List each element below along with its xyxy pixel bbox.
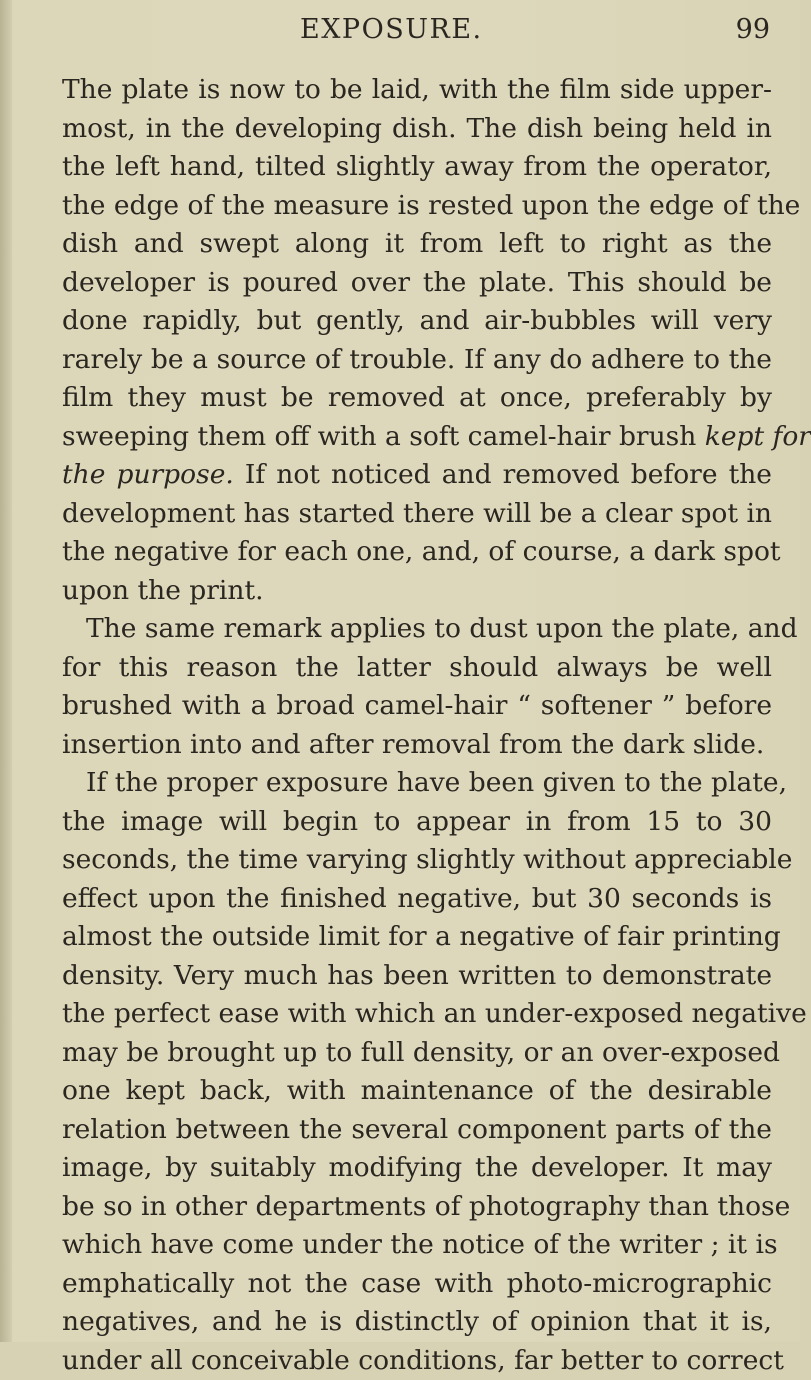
text-segment: image, by suitably modifying the developer. It may (62, 1152, 772, 1183)
text-segment: If the proper exposure have been given to the plate, (86, 767, 787, 798)
text-line (62, 764, 772, 803)
text-line (62, 649, 772, 688)
text-segment: seconds, the time varying slightly without appreciable (62, 844, 792, 875)
paragraph (62, 71, 772, 610)
body-text (62, 71, 772, 1380)
text-line (62, 995, 772, 1034)
running-head (0, 14, 800, 54)
text-line (62, 187, 772, 226)
text-segment: the negative for each one, and, of course, a dark spot (62, 536, 781, 567)
text-line (62, 1188, 772, 1227)
text-segment: negatives, and he is distinctly of opinion that it is, (62, 1306, 772, 1337)
text-segment: the image will begin to appear in from 15 to 30 (62, 806, 772, 837)
text-segment: one kept back, with maintenance of the desirable (62, 1075, 772, 1106)
text-segment: effect upon the finished negative, but 30 seconds is (62, 883, 772, 914)
text-line (62, 1226, 772, 1265)
paragraph (62, 610, 772, 764)
text-line (62, 1034, 772, 1073)
text-segment: emphatically not the case with photo-micrographic (62, 1268, 772, 1299)
text-segment: dish and swept along it from left to right as the (62, 228, 772, 259)
text-segment: developer is poured over the plate. This should be (62, 267, 772, 298)
text-line (62, 495, 772, 534)
text-segment: done rapidly, but gently, and air-bubbles will very (62, 305, 772, 336)
text-segment: may be brought up to full density, or an over-exposed (62, 1037, 780, 1068)
text-segment: the edge of the measure is rested upon the edge of the (62, 190, 800, 221)
text-line (62, 1265, 772, 1304)
text-line (62, 1072, 772, 1111)
text-line (62, 148, 772, 187)
text-segment: which have come under the notice of the writer ; it is (62, 1229, 778, 1260)
text-line (62, 957, 772, 996)
page-gutter-shadow (0, 0, 12, 1342)
text-line (62, 1149, 772, 1188)
text-segment: brushed with a broad camel-hair “ softener ” before (62, 690, 772, 721)
text-segment: the left hand, tilted slightly away from the operator, (62, 151, 772, 182)
text-segment: most, in the developing dish. The dish being held in (62, 113, 772, 144)
text-line (62, 841, 772, 880)
text-line (62, 264, 772, 303)
text-line (62, 1111, 772, 1150)
text-line (62, 1342, 772, 1380)
text-line (62, 803, 772, 842)
text-line (62, 726, 772, 765)
text-segment: almost the outside limit for a negative of fair printing (62, 921, 781, 952)
text-line (62, 1303, 772, 1342)
chapter-title: EXPOSURE. (300, 14, 483, 45)
text-segment: the perfect ease with which an under-exposed negative (62, 998, 807, 1029)
text-segment: for this reason the latter should always be well (62, 652, 772, 683)
italic-text: kept for (705, 421, 811, 452)
text-segment: development has started there will be a clear spot in (62, 498, 772, 529)
text-segment: If not noticed and removed before the (234, 459, 772, 490)
text-line (62, 110, 772, 149)
text-segment: be so in other departments of photography than those (62, 1191, 790, 1222)
text-line (62, 880, 772, 919)
text-segment: under all conceivable conditions, far better to correct (62, 1345, 784, 1376)
text-line (62, 341, 772, 380)
text-segment: upon the print. (62, 575, 264, 606)
text-segment: density. Very much has been written to demonstrate (62, 960, 772, 991)
text-line (62, 225, 772, 264)
text-line (62, 918, 772, 957)
text-segment: The same remark applies to dust upon the plate, and (86, 613, 798, 644)
text-segment: insertion into and after removal from the dark slide. (62, 729, 764, 760)
text-line (62, 610, 772, 649)
page-number: 99 (736, 14, 770, 45)
text-line (62, 456, 772, 495)
text-line (62, 71, 772, 110)
text-line (62, 687, 772, 726)
text-line (62, 302, 772, 341)
italic-text: the purpose. (62, 459, 234, 490)
text-line (62, 379, 772, 418)
text-line (62, 533, 772, 572)
text-segment: rarely be a source of trouble. If any do adhere to the (62, 344, 772, 375)
text-segment: relation between the several component parts of the (62, 1114, 772, 1145)
text-line (62, 418, 772, 457)
text-line (62, 572, 772, 611)
text-segment: The plate is now to be laid, with the film side upper- (62, 74, 772, 105)
paragraph (62, 764, 772, 1380)
text-segment: sweeping them off with a soft camel-hair brush (62, 421, 705, 452)
text-segment: film they must be removed at once, preferably by (62, 382, 772, 413)
